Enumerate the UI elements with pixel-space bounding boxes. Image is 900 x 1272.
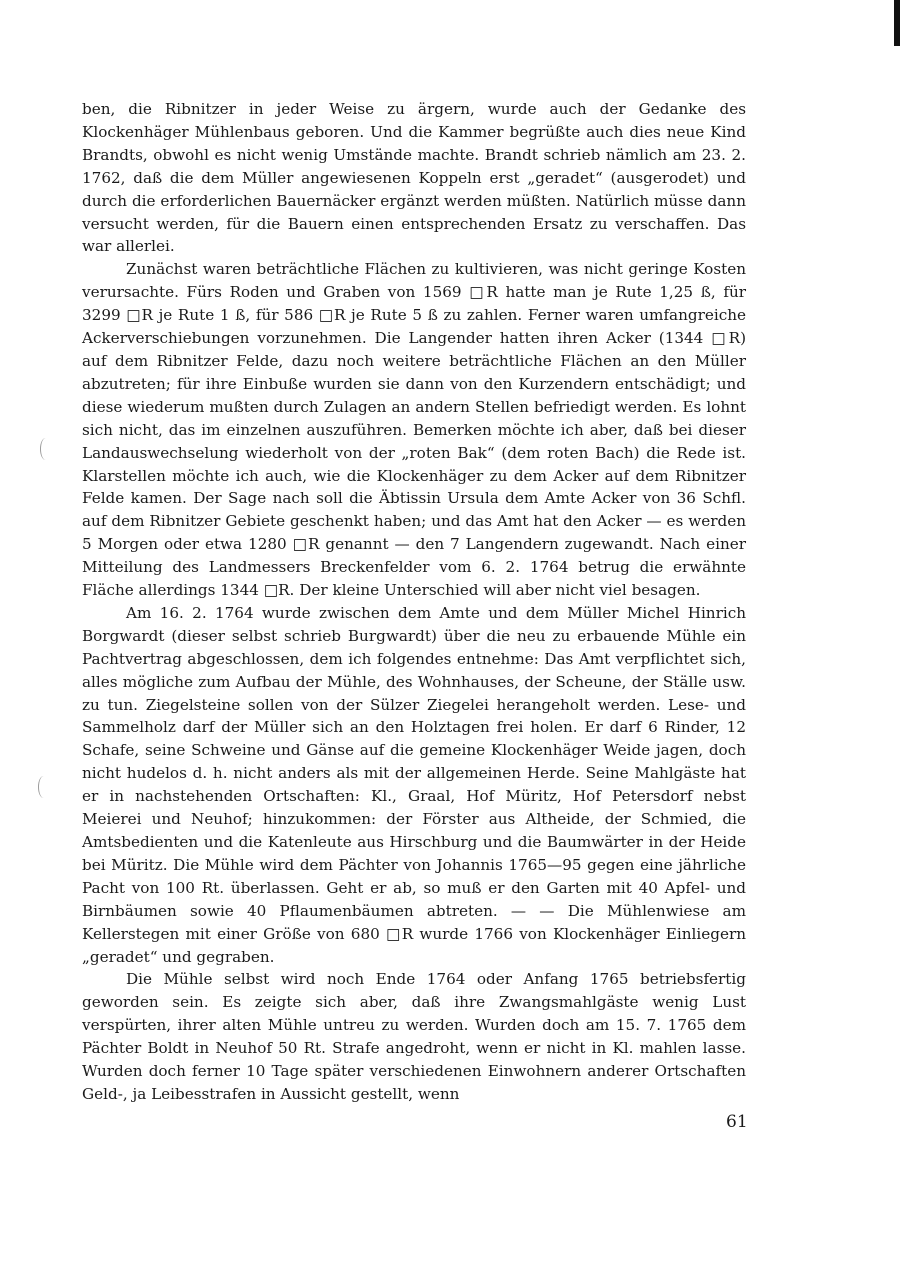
page-number: 61: [726, 1112, 748, 1132]
paragraph: Die Mühle selbst wird noch Ende 1764 oder Anfang 1765 betriebsfertig geworden sein. Es zeigte sich aber, daß ihre Zwangsmahlgäste wenig Lust verspürten, ihrer alten Mühle untreu zu werden. Wurden doch am 15. 7. 1765 dem Pächter Boldt in Neuhof 50 Rt. Strafe angedroht, wenn er nicht in Kl. mahlen lasse. Wurden doch ferner 10 Tage später verschiedenen Einwohnern anderer Ortschaften Geld-, ja Leibesstrafen in Aussicht gestellt, wenn: [82, 970, 746, 1103]
paragraph: Zunächst waren beträchtliche Flächen zu kultivieren, was nicht geringe Kosten verursachte. Fürs Roden und Graben von 1569 □R hatte man je Rute 1,25 ß, für 3299 □R je Rute 1 ß, für 586 □R je Rute 5 ß zu zahlen. Ferner waren umfangreiche Ackerverschiebungen vorzunehmen. Die Langender hatten ihren Acker (1344 □R) auf dem Ribnitzer Felde, dazu noch weitere beträchtliche Flächen an den Müller abzutreten; für ihre Einbuße wurden sie dann von den Kurzendern entschädigt; und diese wiederum mußten durch Zulagen an andern Stellen befriedigt werden. Es lohnt sich nicht, das im einzelnen auszuführen. Bemerken möchte ich aber, daß bei dieser Landauswechselung wiederholt von der „roten Bak“ (dem roten Bach) die Rede ist. Klarstellen möchte ich auch, wie die Klockenhäger zu dem Acker auf dem Ribnitzer Felde kamen. Der Sage nach soll die Äbtissin Ursula dem Amte Acker von 36 Schfl. auf dem Ribnitzer Gebiete geschenkt haben; und das Amt hat den Acker — es werden 5 Morgen oder etwa 1280 □R genannt — den 7 Langendern zugewandt. Nach einer Mitteilung des Landmessers Breckenfelder vom 6. 2. 1764 betrug die erwähnte Fläche allerdings 1344 □R. Der kleine Unterschied will aber nicht viel besagen.: [82, 260, 746, 600]
margin-pencil-mark: [40, 438, 51, 460]
paragraph: Am 16. 2. 1764 wurde zwischen dem Amte und dem Müller Michel Hinrich Borgwardt (dieser selbst schrieb Burgwardt) über die neu zu erbauende Mühle ein Pachtvertrag abgeschlossen, dem ich folgendes entnehme: Das Amt verpflichtet sich, alles mögliche zum Aufbau der Mühle, des Wohnhauses, der Scheune, der Ställe usw. zu tun. Ziegelsteine sollen von der Sülzer Ziegelei herangeholt werden. Lese- und Sammelholz darf der Müller sich an den Holztagen frei holen. Er darf 6 Rinder, 12 Schafe, seine Schweine und Gänse auf die gemeine Klockenhäger Weide jagen, doch nicht hudelos d. h. nicht anders als mit der allgemeinen Herde. Seine Mahlgäste hat er in nachstehenden Ortschaften: Kl., Graal, Hof Müritz, Hof Petersdorf nebst Meierei und Neuhof; hinzukommen: der Förster aus Altheide, der Schmied, die Amtsbedienten und die Katenleute aus Hirschburg und die Baumwärter in der Heide bei Müritz. Die Mühle wird dem Pächter von Johannis 1765—95 gegen eine jährliche Pacht von 100 Rt. überlassen. Geht er ab, so muß er den Garten mit 40 Apfel- und Birnbäumen sowie 40 Pflaumenbäumen abtreten. — — Die Mühlenwiese am Kellerstegen mit einer Größe von 680 □R wurde 1766 von Klockenhäger Einliegern „geradet“ und gegraben.: [82, 603, 746, 966]
paragraph: ben, die Ribnitzer in jeder Weise zu ärgern, wurde auch der Gedanke des Klockenhäger Mühlenbaus geboren. Und die Kammer begrüßte auch dies neue Kind Brandts, obwohl es nicht wenig Umstände machte. Brandt schrieb nämlich am 23. 2. 1762, daß die dem Müller angewiesenen Koppeln erst „geradet“ (ausgerodet) und durch die erforderlichen Bauernäcker ergänzt werden müßten. Natürlich müsse dann versucht werden, für die Bauern einen entsprechenden Ersatz zu verschaffen. Das war allerlei.: [82, 100, 746, 256]
margin-pencil-mark: [38, 776, 49, 798]
scan-edge-mark: [894, 0, 900, 46]
body-text: [82, 98, 746, 1106]
